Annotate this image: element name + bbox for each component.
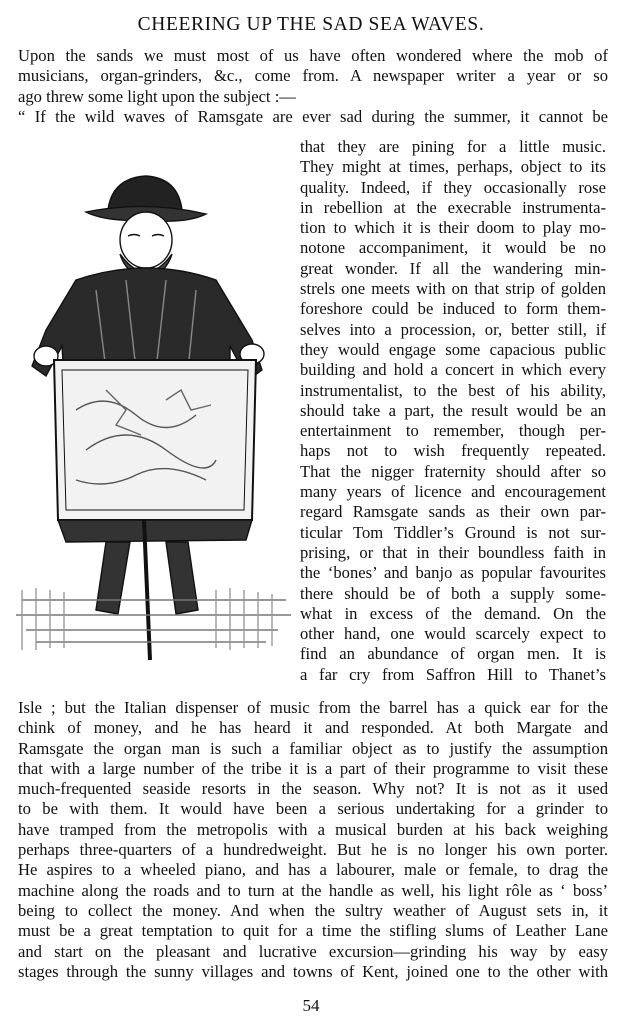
text-line: what in excess of the demand. On the (300, 603, 606, 623)
text-line: ago threw some light upon the subject :— (18, 86, 296, 106)
text-line: “ If the wild waves of Ramsgate are ever sad during the summer, it cannot be (18, 106, 608, 126)
text-line: strels one meets with on that strip of golden (300, 279, 606, 299)
text-line: Isle ; but the Italian dispenser of music from the barrel has a quick ear for the (18, 698, 608, 717)
text-line: ticular Tom Tiddler’s Ground is not sur- (300, 522, 606, 542)
text-line: selves into a procession, or, better still, if (300, 319, 606, 339)
text-line: foreshore could be induced to form them- (300, 299, 606, 319)
text-line: entertainment to remember, though per- (300, 421, 606, 441)
text-line: that with a large number of the tribe it is a part of their programme to visit these (18, 758, 608, 778)
text-line: other hand, one would scarcely expect to (300, 624, 606, 644)
text-line: Upon the sands we must most of us have often wondered where the mob of (18, 46, 608, 65)
text-line: should take a part, the result would be an (300, 400, 606, 420)
text-line: instrumentalist, to the best of his ability, (300, 380, 606, 400)
text-line: and start on the pleasant and lucrative excursion—grinding his way by easy (18, 941, 608, 961)
text-line: find an abundance of organ men. It is (300, 644, 606, 664)
text-line: tion to which it is their doom to play mo- (300, 218, 606, 238)
text-line: notone accompaniment, it would be no (300, 238, 606, 258)
page-title: CHEERING UP THE SAD SEA WAVES. (137, 14, 485, 35)
column-paragraph (300, 137, 606, 685)
organ-grinder-illustration (16, 170, 291, 670)
text-line: That the nigger fraternity should after so (300, 461, 606, 481)
text-line: He aspires to a wheeled piano, and has a labourer, male or female, to drag the (18, 860, 608, 880)
page-number: 54 (302, 996, 320, 1015)
text-line: much-frequented seaside resorts in the season. Why not? It is not as it used (18, 779, 608, 799)
text-line: Ramsgate the organ man is such a familiar object as to justify the assumption (18, 738, 608, 758)
continuation-paragraph (18, 698, 608, 982)
text-line: a far cry from Saffron Hill to Thanet’s (300, 664, 606, 684)
text-line: prising, or that in their boundless faith in (300, 542, 606, 562)
text-line: perhaps three-quarters of a hundredweight. But he is no longer his own porter. (18, 840, 608, 860)
text-line: the ‘bones’ and banjo as popular favourites (300, 563, 606, 583)
text-line: chink of money, and he has heard it and responded. At both Margate and (18, 718, 608, 738)
text-line: They might at times, perhaps, object to its (300, 157, 606, 177)
text-line: must be a great temptation to quit for a time the stifling slums of Leather Lane (18, 921, 608, 941)
text-line: building and hold a concert in which every (300, 360, 606, 380)
text-line: great wonder. If all the wandering min- (300, 258, 606, 278)
text-line: they would engage some capacious public (300, 339, 606, 359)
text-line: have tramped from the metropolis with a musical burden at his back weighing (18, 819, 608, 839)
text-line: in rebellion at the execrable instrumenta- (300, 197, 606, 217)
text-line: to be with them. It would have been a serious undertaking for a grinder to (18, 799, 608, 819)
text-line: haps not to wish frequently repeated. (300, 441, 606, 461)
text-line: quality. Indeed, if they occasionally rose (300, 177, 606, 197)
text-line: being to collect the money. And when the sultry weather of August sets in, it (18, 900, 608, 920)
text-line: stages through the sunny villages and towns of Kent, joined one to the other with (18, 961, 608, 981)
text-line: there should be of both a supply some- (300, 583, 606, 603)
text-line: many years of licence and encouragement (300, 482, 606, 502)
text-line: machine along the roads and to turn at the handle as well, his light rôle as ‘ boss’ (18, 880, 608, 900)
intro-paragraph (18, 46, 608, 127)
text-line: musicians, organ-grinders, &c., come from. A newspaper writer a year or so (18, 66, 608, 86)
text-line: that they are pining for a little music. (300, 137, 606, 156)
text-line: regard Ramsgate sands as their own par- (300, 502, 606, 522)
